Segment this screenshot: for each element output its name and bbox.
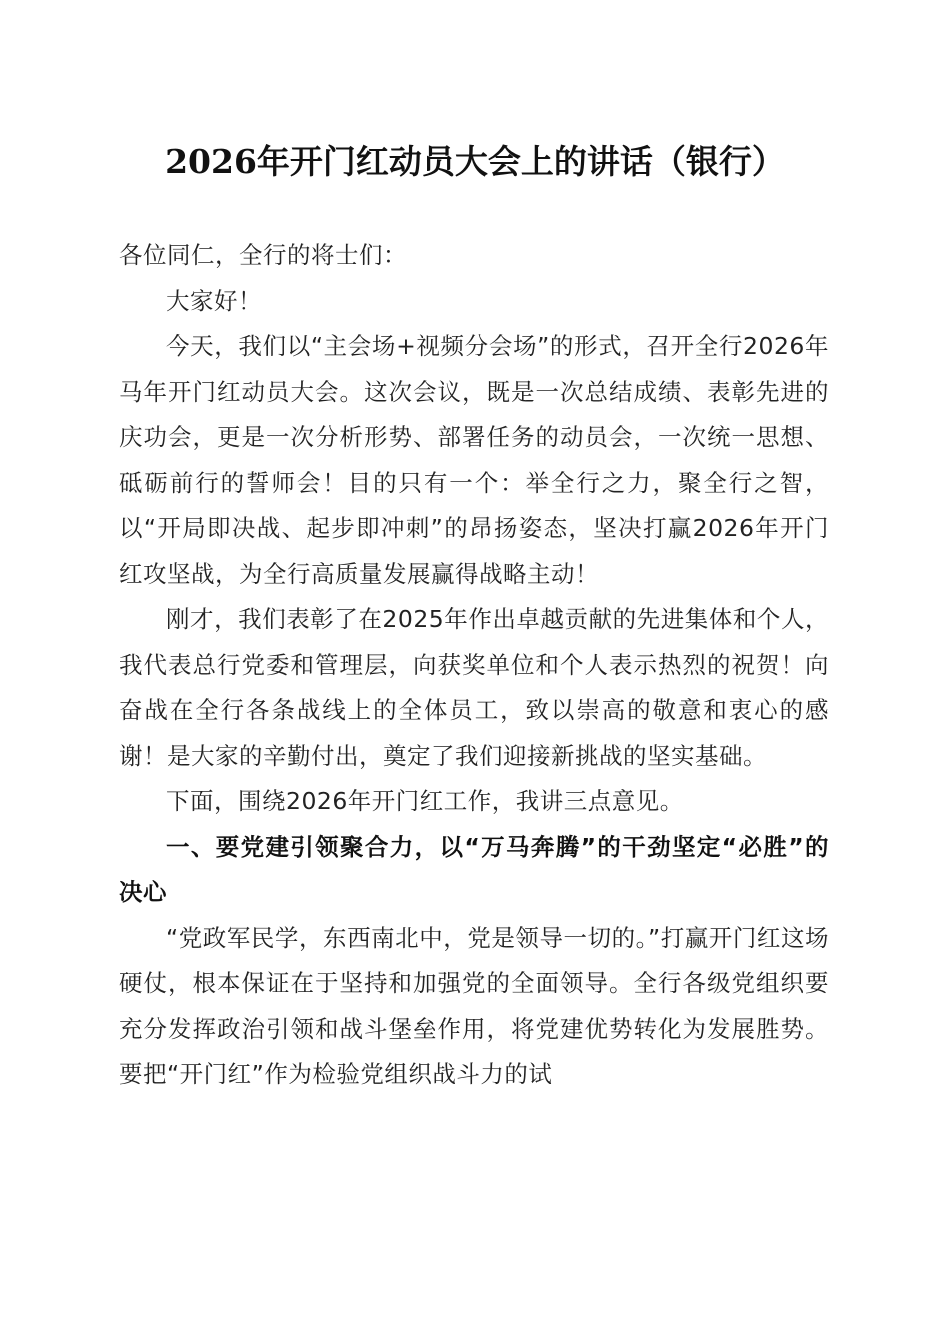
paragraph-outline: 下面，围绕2026年开门红工作，我讲三点意见。 bbox=[166, 787, 684, 815]
paragraph-section-one: “党政军民学，东西南北中，党是领导一切的。”打赢开门红这场硬仗，根本保证在于坚持和加强党的全面领导。全行各级党组织要充分发挥政治引领和战斗堡垒作用，将党建优势转化为发展胜势。要把“开门红”作为检验党组织战斗力的试 bbox=[119, 923, 829, 1088]
paragraph-commendation: 刚才，我们表彰了在2025年作出卓越贡献的先进集体和个人，我代表总行党委和管理层，向获奖单位和个人表示热烈的祝贺！向奋战在全行各条战线上的全体员工，致以崇高的敬意和衷心的感谢！是大家的辛勤付出，奠定了我们迎接新挑战的坚实基础。 bbox=[119, 605, 829, 770]
paragraph-greeting: 大家好！ bbox=[166, 286, 262, 315]
salutation: 各位同仁，全行的将士们： bbox=[119, 241, 407, 269]
document-title: 2026年开门红动员大会上的讲话（银行） bbox=[165, 142, 785, 181]
paragraph-introduction: 今天，我们以“主会场+视频分会场”的形式，召开全行2026年马年开门红动员大会。这次会议，既是一次总结成绩、表彰先进的庆功会，更是一次分析形势、部署任务的动员会，一次统一思想、砥砺前行的誓师会！目的只有一个：举全行之力，聚全行之智，以“开局即决战、起步即冲刺”的昂扬姿态，坚决打赢2026年开门红攻坚战，为全行高质量发展赢得战略主动！ bbox=[119, 332, 829, 588]
section-heading-one: 一、要党建引领聚合力，以“万马奔腾”的干劲坚定“必胜”的决心 bbox=[119, 832, 829, 906]
document-body bbox=[119, 233, 829, 1098]
